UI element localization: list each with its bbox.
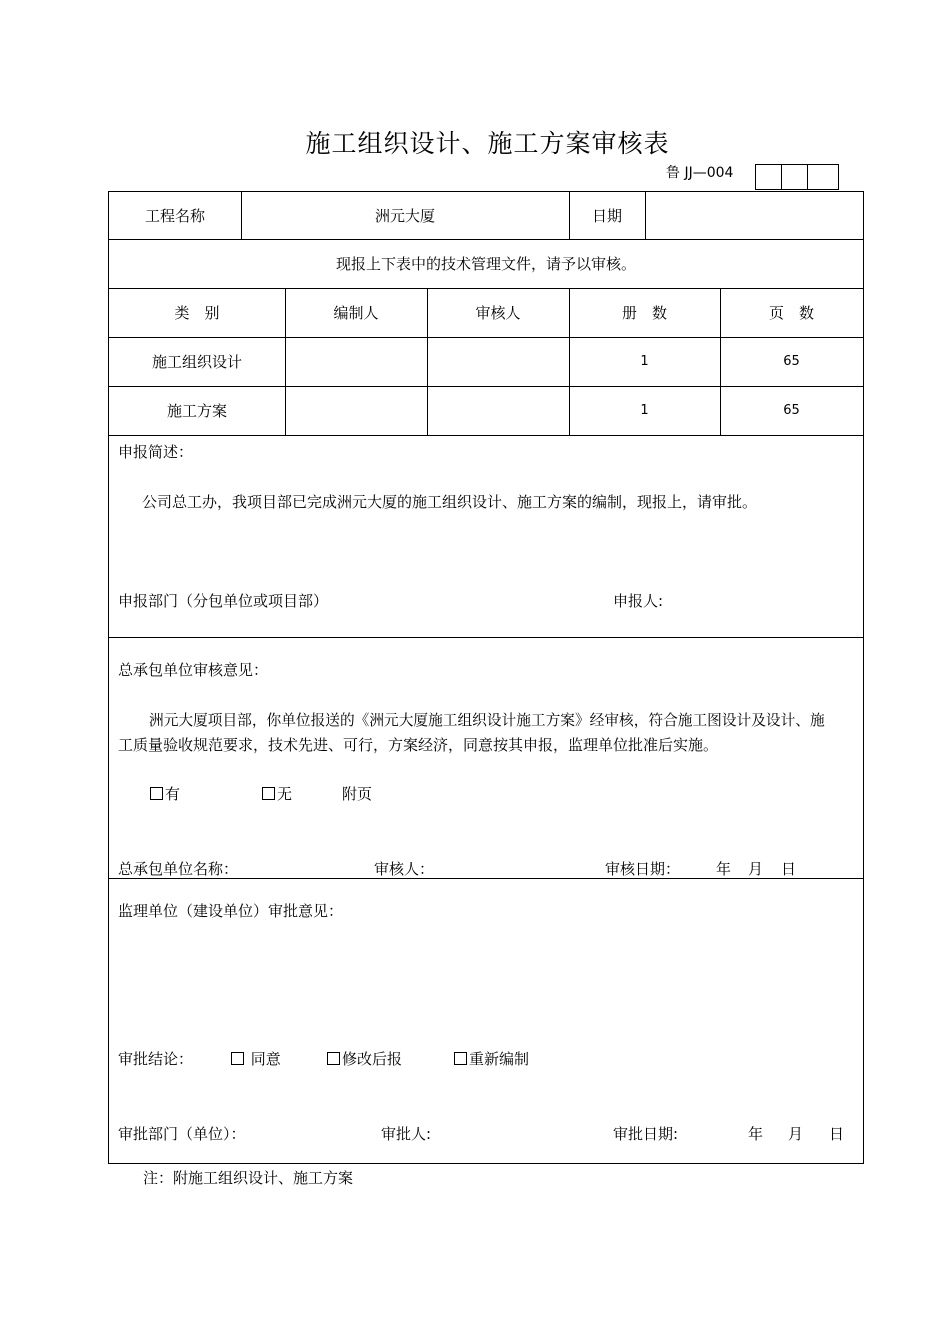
contractor-month: 月 — [748, 860, 764, 878]
col-pages: 页 数 — [768, 304, 814, 322]
approval-year: 年 — [748, 1125, 764, 1143]
col-category: 类 别 — [174, 304, 220, 322]
code-box-3 — [807, 164, 839, 190]
approval-dept-label: 审批部门（单位）： — [118, 1125, 246, 1143]
conclusion-label: 审批结论： — [118, 1050, 194, 1068]
row2-reviewer[interactable] — [427, 386, 569, 435]
modify-option[interactable] — [327, 1048, 402, 1069]
attach-yes-option[interactable] — [150, 783, 180, 804]
agree-label: 同意 — [250, 1050, 281, 1068]
approval-date-label: 审批日期: — [613, 1125, 679, 1143]
modify-label: 修改后报 — [342, 1050, 403, 1068]
row2-pages: 65 — [783, 403, 800, 418]
supervisor-label: 监理单位（建设单位）审批意见： — [118, 902, 344, 920]
row1-reviewer[interactable] — [427, 337, 569, 386]
contractor-label: 总承包单位审核意见： — [118, 661, 269, 679]
modify-checkbox[interactable] — [327, 1052, 340, 1065]
row1-volumes: 1 — [640, 354, 649, 369]
intro-text: 现报上下表中的技术管理文件，请予以审核。 — [335, 255, 636, 273]
approval-month: 月 — [788, 1125, 804, 1143]
attach-yes-checkbox[interactable] — [150, 787, 163, 800]
page-title: 施工组织设计、施工方案审核表 — [305, 129, 670, 158]
footnote: 注：附施工组织设计、施工方案 — [143, 1169, 354, 1187]
report-person-label: 申报人: — [613, 592, 664, 610]
row1-pages: 65 — [783, 354, 800, 369]
redo-checkbox[interactable] — [454, 1052, 467, 1065]
attach-no-label: 无 — [277, 785, 293, 803]
report-label: 申报简述： — [118, 443, 194, 461]
project-name-label: 工程名称 — [144, 207, 205, 225]
date-label: 日期 — [591, 207, 622, 225]
report-body: 公司总工办，我项目部已完成洲元大厦的施工组织设计、施工方案的编制，现报上，请审批。 — [142, 493, 758, 511]
contractor-reviewer-label: 审核人： — [374, 860, 435, 878]
contractor-year: 年 — [716, 860, 732, 878]
contractor-opinion-line1: 洲元大厦项目部，你单位报送的《洲元大厦施工组织设计施工方案》经审核，符合施工图设计及设计、施 — [149, 712, 825, 729]
row1-editor[interactable] — [285, 337, 427, 386]
code-box-1 — [755, 164, 782, 190]
date-value[interactable] — [645, 192, 863, 239]
contractor-day: 日 — [781, 860, 797, 878]
report-dept-label: 申报部门（分包单位或项目部） — [118, 592, 329, 610]
review-form-table — [108, 191, 864, 1164]
row2-category: 施工方案 — [166, 402, 227, 420]
redo-option[interactable] — [454, 1048, 529, 1069]
row2-volumes: 1 — [640, 403, 649, 418]
form-code: 鲁 JJ—004 — [666, 165, 734, 181]
attach-yes-label: 有 — [165, 785, 181, 803]
approver-label: 审批人: — [381, 1125, 432, 1143]
contractor-date-label: 审核日期： — [605, 860, 681, 878]
row1-category: 施工组织设计 — [151, 353, 242, 371]
attach-label: 附页 — [342, 785, 373, 803]
col-editor: 编制人 — [333, 304, 379, 322]
attach-no-option[interactable] — [262, 783, 292, 804]
project-name-value[interactable]: 洲元大厦 — [374, 207, 435, 225]
approval-day: 日 — [829, 1125, 845, 1143]
col-reviewer: 审核人 — [475, 304, 521, 322]
row2-editor[interactable] — [285, 386, 427, 435]
contractor-opinion-line2: 工质量验收规范要求，技术先进、可行，方案经济，同意按其申报，监理单位批准后实施。 — [118, 736, 719, 754]
redo-label: 重新编制 — [469, 1050, 530, 1068]
agree-option[interactable] — [231, 1048, 281, 1069]
col-volumes: 册 数 — [621, 304, 667, 322]
contractor-name-label: 总承包单位名称： — [118, 860, 239, 878]
attach-no-checkbox[interactable] — [262, 787, 275, 800]
agree-checkbox[interactable] — [231, 1052, 244, 1065]
code-box-2 — [781, 164, 808, 190]
